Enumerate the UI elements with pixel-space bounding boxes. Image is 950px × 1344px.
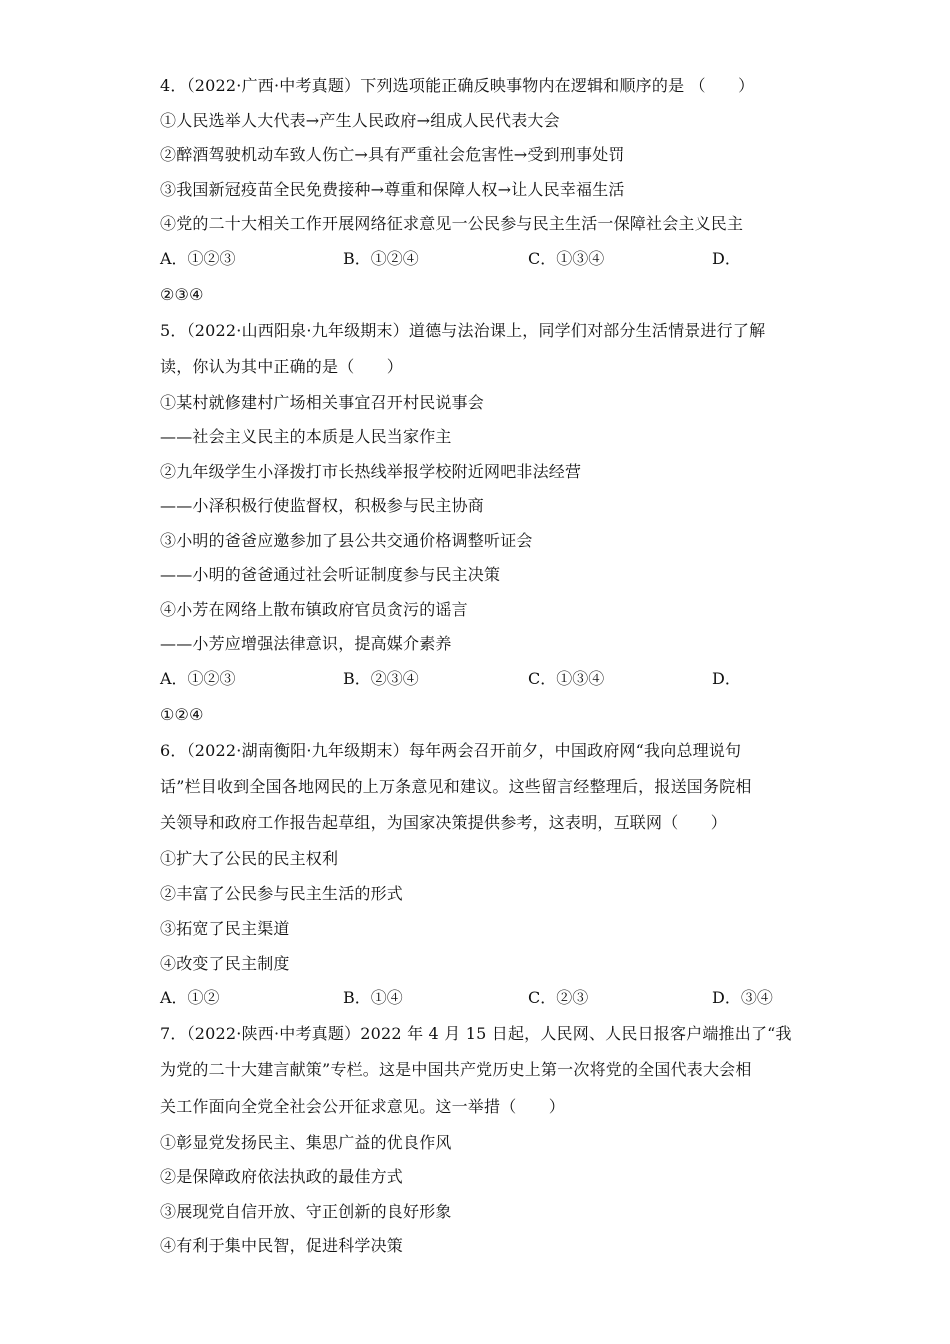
question-4-option-b: B．①②④ bbox=[343, 249, 419, 268]
question-5-explanation-3: ——小明的爸爸通过社会听证制度参与民主决策 bbox=[160, 565, 501, 584]
question-6-option-a: A．①② bbox=[160, 988, 220, 1007]
question-5-statement-1: ①某村就修建村广场相关事宜召开村民说事会 bbox=[160, 393, 485, 412]
question-5-statement-4: ④小芳在网络上散布镇政府官员贪污的谣言 bbox=[160, 600, 468, 619]
question-4-statement-2: ②醉酒驾驶机动车致人伤亡→具有严重社会危害性→受到刑事处罚 bbox=[160, 145, 625, 164]
question-6-stem-line-3: 关领导和政府工作报告起草组，为国家决策提供参考，这表明，互联网（ ） bbox=[160, 813, 728, 832]
question-5-statement-3: ③小明的爸爸应邀参加了县公共交通价格调整听证会 bbox=[160, 531, 533, 550]
question-5-option-d: D． bbox=[712, 669, 741, 688]
question-7-stem-line-2: 为党的二十大建言献策”专栏。这是中国共产党历史上第一次将党的全国代表大会相 bbox=[160, 1060, 752, 1079]
question-7-stem-line-3: 关工作面向全党全社会公开征求意见。这一举措（ ） bbox=[160, 1097, 566, 1116]
question-5-option-b: B．②③④ bbox=[343, 669, 419, 688]
question-4-option-d-text: ②③④ bbox=[160, 285, 204, 304]
question-4-statement-1: ①人民选举人大代表→产生人民政府→组成人民代表大会 bbox=[160, 111, 560, 130]
question-4-statement-3: ③我国新冠疫苗全民免费接种→尊重和保障人权→让人民幸福生活 bbox=[160, 180, 625, 199]
question-6-option-b: B．①④ bbox=[343, 988, 403, 1007]
question-5-option-c: C．①③④ bbox=[528, 669, 605, 688]
question-6-statement-1: ①扩大了公民的民主权利 bbox=[160, 849, 339, 868]
question-4-statement-4: ④党的二十大相关工作开展网络征求意见一公民参与民主生活一保障社会主义民主 bbox=[160, 214, 744, 233]
question-4-stem: 4．（2022·广西·中考真题）下列选项能正确反映事物内在逻辑和顺序的是 （ ） bbox=[160, 76, 755, 95]
question-5-stem-line-1: 5．（2022·山西阳泉·九年级期末）道德与法治课上，同学们对部分生活情景进行了解 bbox=[160, 321, 766, 340]
question-5-explanation-2: ——小泽积极行使监督权，积极参与民主协商 bbox=[160, 496, 485, 515]
question-6-statement-4: ④改变了民主制度 bbox=[160, 954, 290, 973]
question-6-stem-line-2: 话”栏目收到全国各地网民的上万条意见和建议。这些留言经整理后，报送国务院相 bbox=[160, 777, 752, 796]
question-6-option-c: C．②③ bbox=[528, 988, 589, 1007]
question-4-option-d: D． bbox=[712, 249, 741, 268]
question-4-option-a: A．①②③ bbox=[160, 249, 236, 268]
question-6-stem-line-1: 6．（2022·湖南衡阳·九年级期末）每年两会召开前夕，中国政府网“我向总理说句 bbox=[160, 741, 742, 760]
question-5-option-d-text: ①②④ bbox=[160, 705, 204, 724]
question-6-statement-2: ②丰富了公民参与民主生活的形式 bbox=[160, 884, 404, 903]
question-5-statement-2: ②九年级学生小泽拨打市长热线举报学校附近网吧非法经营 bbox=[160, 462, 582, 481]
question-7-statement-1: ①彰显党发扬民主、集思广益的优良作风 bbox=[160, 1133, 452, 1152]
question-5-explanation-1: ——社会主义民主的本质是人民当家作主 bbox=[160, 427, 452, 446]
question-5-option-a: A．①②③ bbox=[160, 669, 236, 688]
question-5-stem-line-2: 读，你认为其中正确的是（ ） bbox=[160, 357, 404, 376]
question-7-statement-4: ④有利于集中民智，促进科学决策 bbox=[160, 1236, 404, 1255]
question-5-explanation-4: ——小芳应增强法律意识，提高媒介素养 bbox=[160, 634, 452, 653]
question-4-option-c: C．①③④ bbox=[528, 249, 605, 268]
question-7-statement-2: ②是保障政府依法执政的最佳方式 bbox=[160, 1167, 404, 1186]
question-7-stem-line-1: 7．（2022·陕西·中考真题）2022 年 4 月 15 日起，人民网、人民日报客户端推出了“我 bbox=[160, 1024, 792, 1043]
question-6-option-d: D．③④ bbox=[712, 988, 773, 1007]
question-6-statement-3: ③拓宽了民主渠道 bbox=[160, 919, 290, 938]
question-7-statement-3: ③展现党自信开放、守正创新的良好形象 bbox=[160, 1202, 452, 1221]
